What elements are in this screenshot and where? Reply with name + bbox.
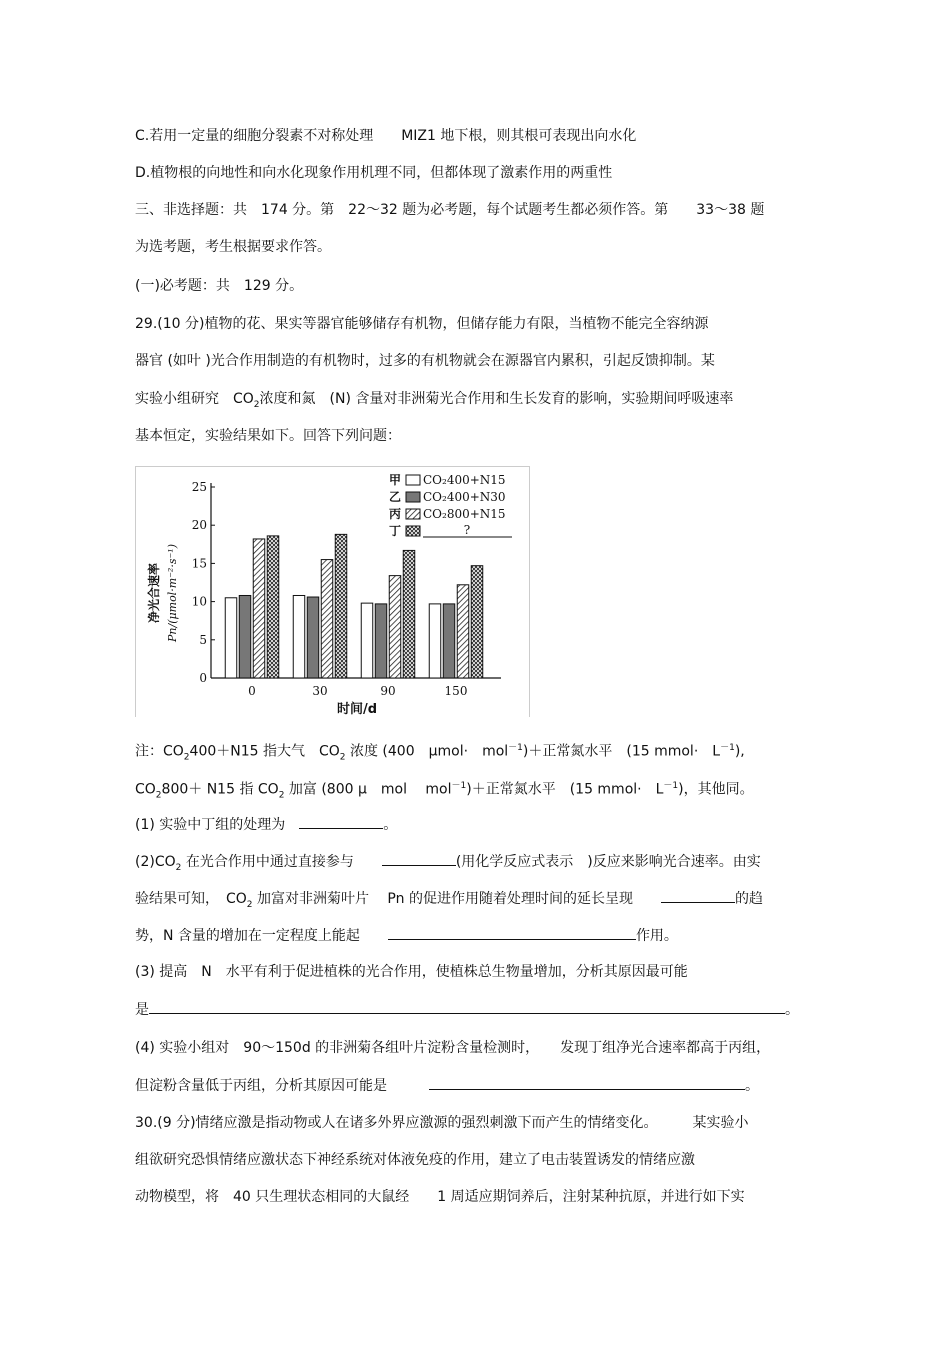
option-d: D.植物根的向地性和向水化现象作用机理不同，但都体现了激素作用的两重性 — [135, 165, 613, 181]
legend-label: CO₂800+N15 — [423, 507, 506, 521]
answer-blank-1[interactable] — [299, 814, 383, 829]
bar — [321, 560, 333, 678]
legend-swatch — [406, 509, 420, 519]
legend-key: 乙 — [389, 490, 402, 504]
bar — [457, 585, 469, 678]
option-c: C.若用一定量的细胞分裂素不对称处理 MIZ1 地下根，则其根可表现出向水化 — [135, 128, 637, 144]
x-tick-label: 90 — [380, 684, 396, 698]
note-line2: $CO_2800+ N15$ 指 $CO_2$ 加富 (800 μ mol mol$^{-1}$)＋正常氮水平 (15 mmol· $L^{-1}$)，其他同。 — [135, 781, 754, 801]
q29-sub1: (1) 实验中丁组的处理为 。 — [135, 814, 397, 835]
section-3-heading: 三、非选择题：共 174 分。第 22～32 题为必考题，每个试题考生都必须作答。第 33～38 题 — [135, 202, 765, 218]
bar — [389, 576, 401, 678]
q29-sub2-line2: 验结果可知， $CO_2$ 加富对非洲菊叶片 Pn 的促进作用随着处理时间的延长呈现 的趋 — [135, 888, 763, 915]
q29-sub4-line2: 但淀粉含量低于丙组，分析其原因可能是 。 — [135, 1075, 759, 1096]
x-tick-label: 150 — [444, 684, 468, 698]
q29-sub2-line1: $(2)CO_2$ 在光合作用中通过直接参与 (用化学反应式表示 )反应来影响光合速率。由实 — [135, 851, 761, 878]
required-heading: (一)必考题：共 129 分。 — [135, 278, 304, 294]
legend-swatch — [406, 475, 420, 485]
bar — [443, 604, 455, 678]
bar — [267, 536, 279, 678]
legend-swatch — [406, 492, 420, 502]
q30-line2: 组欲研究恐惧情绪应激状态下神经系统对体液免疫的作用，建立了电击装置诱发的情绪应激 — [135, 1152, 695, 1168]
answer-blank-6[interactable] — [429, 1075, 745, 1090]
bar — [293, 595, 305, 678]
answer-blank-4[interactable] — [388, 925, 636, 940]
q29-line1: 29.(10 分)植物的花、果实等器官能够储存有机物，但储存能力有限，当植物不能完全容纳源 — [135, 316, 709, 332]
legend-key: 丁 — [389, 524, 402, 538]
x-tick-label: 30 — [312, 684, 328, 698]
x-tick-label: 0 — [248, 684, 256, 698]
q29-sub4-line1: (4) 实验小组对 90～150d 的非洲菊各组叶片淀粉含量检测时， 发现丁组净光合速率都高于丙组， — [135, 1040, 771, 1056]
bar — [239, 595, 251, 678]
bar — [335, 534, 347, 678]
x-axis-label: 时间/d — [336, 702, 378, 717]
q29-sub2-line3: 势，N 含量的增加在一定程度上能起 作用。 — [135, 925, 678, 946]
legend-label: CO₂400+N15 — [423, 473, 506, 487]
bar — [375, 604, 387, 678]
note-line1: 注：$CO_2400+N15$ 指大气 $CO_2$ 浓度 (400 μmol· mol$^{-1}$)＋正常氮水平 (15 mmol· $L^{-1}$), — [135, 743, 745, 763]
bar — [225, 598, 237, 678]
bar — [253, 539, 265, 678]
q29-line4: 基本恒定，实验结果如下。回答下列问题： — [135, 428, 401, 444]
q29-line2: 器官 (如叶 )光合作用制造的有机物时，过多的有机物就会在源器官内累积，引起反馈抑制。某 — [135, 353, 715, 369]
legend-key: 丙 — [389, 507, 402, 521]
y-tick-label: 5 — [199, 632, 207, 647]
y-tick-label: 25 — [191, 480, 207, 494]
bar — [471, 566, 483, 678]
y-tick-label: 15 — [191, 556, 207, 571]
bar — [307, 597, 319, 678]
legend-label: CO₂400+N30 — [423, 490, 506, 504]
bar — [429, 604, 441, 678]
answer-blank-2[interactable] — [382, 851, 456, 866]
q30-line1: 30.(9 分)情绪应激是指动物或人在诸多外界应激源的强烈刺激下而产生的情绪变化。 某实验小 — [135, 1115, 749, 1131]
legend-swatch — [406, 526, 420, 536]
y-tick-label: 10 — [191, 594, 207, 609]
y-axis-label: 净光合速率 — [147, 562, 161, 624]
legend-label: ? — [463, 523, 471, 537]
y-tick-label: 0 — [199, 671, 207, 685]
bar-chart — [135, 466, 530, 717]
bar — [403, 550, 415, 678]
answer-blank-3[interactable] — [661, 888, 735, 903]
legend-key: 甲 — [389, 473, 402, 487]
q29-line3: 实验小组研究 $CO_2$浓度和氮 (N) 含量对非洲菊光合作用和生长发育的影响，实验期间呼吸速率 — [135, 391, 734, 410]
q30-line3: 动物模型，将 40 只生理状态相同的大鼠经 1 周适应期饲养后，注射某种抗原，并进行如下实 — [135, 1189, 745, 1205]
y-tick-label: 20 — [191, 518, 207, 533]
section-3-heading-cont: 为选考题，考生根据要求作答。 — [135, 239, 331, 255]
q29-sub3-line2: 是 。 — [135, 999, 799, 1020]
bar — [361, 603, 373, 678]
answer-blank-5[interactable] — [149, 999, 785, 1014]
q29-sub3-line1: (3) 提高 N 水平有利于促进植株的光合作用，使植株总生物量增加，分析其原因最可能 — [135, 964, 688, 980]
y-axis-unit-label: Pn/(μmol·m⁻²·s⁻¹) — [166, 544, 179, 642]
